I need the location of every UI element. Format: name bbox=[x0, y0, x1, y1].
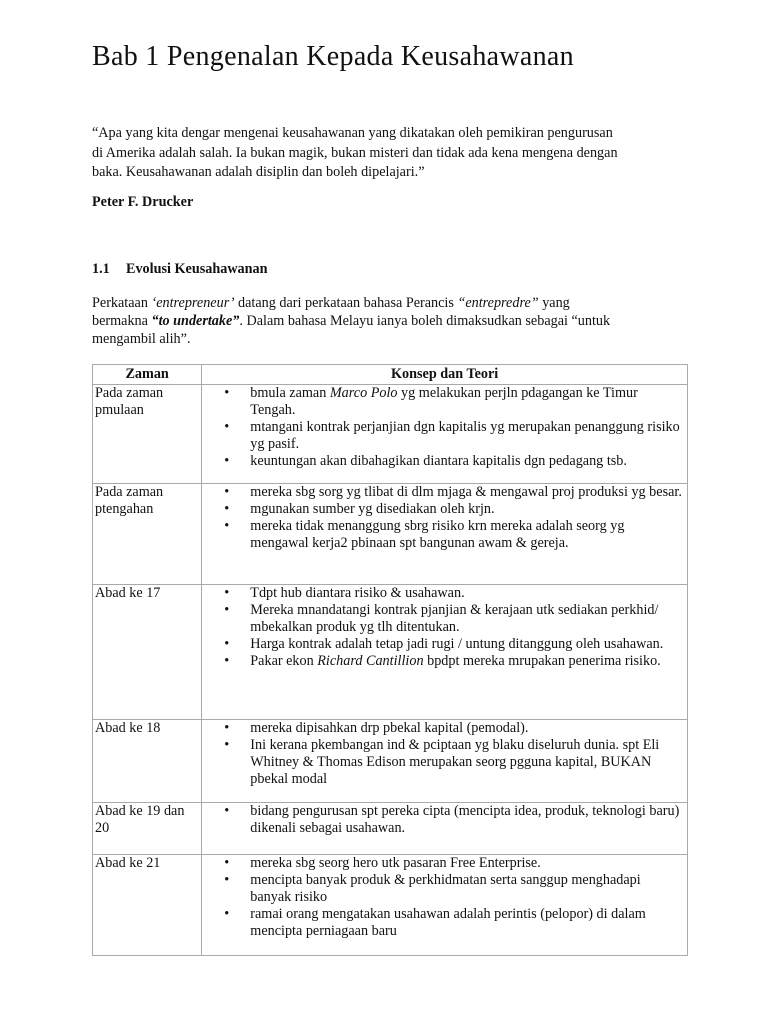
opening-quote bbox=[92, 124, 682, 183]
point-text: bmula zaman bbox=[250, 385, 330, 401]
point-text: Pakar ekon bbox=[250, 653, 318, 669]
era-cell: Abad ke 18 bbox=[93, 720, 202, 803]
list-item bbox=[204, 518, 685, 552]
point-text: mgunakan sumber yg disediakan oleh krjn. bbox=[250, 501, 495, 517]
section-number: 1.1 bbox=[92, 261, 110, 277]
concept-cell bbox=[202, 484, 688, 585]
table-row bbox=[93, 385, 688, 484]
point-text: Tdpt hub diantara risiko & usahawan. bbox=[250, 585, 465, 601]
point-text: mencipta banyak produk & perkhidmatan serta sanggup menghadapi banyak risiko bbox=[250, 872, 641, 905]
table-row bbox=[93, 803, 688, 855]
era-cell: Pada zaman pmulaan bbox=[93, 385, 202, 484]
point-text: Harga kontrak adalah tetap jadi rugi / untung ditanggung oleh usahawan. bbox=[250, 636, 664, 652]
intro-paragraph bbox=[92, 294, 688, 348]
list-item bbox=[204, 872, 685, 906]
table-header-row bbox=[93, 365, 688, 385]
quote-line: “Apa yang kita dengar mengenai keusahawanan yang dikatakan oleh pemikiran pengurusan bbox=[92, 125, 613, 141]
point-name: Richard Cantillion bbox=[317, 653, 424, 669]
concept-list bbox=[204, 484, 685, 552]
quote-line: baka. Keusahawanan adalah disiplin dan boleh dipelajari.” bbox=[92, 164, 425, 180]
concept-list bbox=[204, 720, 685, 788]
list-item bbox=[204, 855, 685, 872]
list-item bbox=[204, 453, 685, 470]
intro-text: bermakna bbox=[92, 313, 152, 329]
intro-text: Perkataan bbox=[92, 295, 152, 311]
quote-author: Peter F. Drucker bbox=[92, 194, 194, 210]
point-text: mereka tidak menanggung sbrg risiko krn mereka adalah seorg yg mengawal kerja2 pbinaan spt bangunan awam & gereja. bbox=[250, 518, 625, 551]
concept-list bbox=[204, 855, 685, 940]
column-header-concept: Konsep dan Teori bbox=[202, 365, 688, 385]
point-text: ramai orang mengatakan usahawan adalah perintis (pelopor) di dalam mencipta perniagaan baru bbox=[250, 906, 646, 939]
concept-list bbox=[204, 803, 685, 837]
list-item bbox=[204, 720, 685, 737]
era-cell: Abad ke 17 bbox=[93, 585, 202, 720]
section-title: Evolusi Keusahawanan bbox=[126, 261, 268, 277]
page-title: Bab 1 Pengenalan Kepada Keusahawanan bbox=[92, 41, 574, 72]
concept-cell bbox=[202, 585, 688, 720]
point-text: mtangani kontrak perjanjian dgn kapitalis yg merupakan penanggung risiko yg pasif. bbox=[250, 419, 680, 452]
list-item bbox=[204, 501, 685, 518]
era-cell: Abad ke 21 bbox=[93, 855, 202, 956]
intro-text: mengambil alih”. bbox=[92, 331, 191, 347]
era-cell: Abad ke 19 dan 20 bbox=[93, 803, 202, 855]
list-item bbox=[204, 484, 685, 501]
table-row bbox=[93, 484, 688, 585]
list-item bbox=[204, 602, 685, 636]
point-text: mereka sbg seorg hero utk pasaran Free Enterprise. bbox=[250, 855, 541, 871]
quote-line: di Amerika adalah salah. Ia bukan magik, bukan misteri dan tidak ada kena mengena dengan bbox=[92, 144, 618, 161]
point-text: yg melakukan perjln pdagangan ke Timur Tengah. bbox=[250, 385, 638, 418]
table-row bbox=[93, 585, 688, 720]
list-item bbox=[204, 585, 685, 602]
concept-cell bbox=[202, 385, 688, 484]
point-text: mereka sbg sorg yg tlibat di dlm mjaga & mengawal proj produksi yg besar. bbox=[250, 484, 682, 500]
point-text: keuntungan akan dibahagikan diantara kapitalis dgn pedagang tsb. bbox=[250, 453, 627, 469]
concept-list bbox=[204, 385, 685, 470]
list-item bbox=[204, 906, 685, 940]
section-heading bbox=[92, 261, 268, 278]
concept-list bbox=[204, 585, 685, 670]
list-item bbox=[204, 419, 685, 453]
list-item bbox=[204, 636, 685, 653]
era-cell: Pada zaman ptengahan bbox=[93, 484, 202, 585]
concept-cell bbox=[202, 855, 688, 956]
concept-cell bbox=[202, 720, 688, 803]
point-name: Marco Polo bbox=[329, 385, 398, 401]
intro-line bbox=[92, 330, 688, 348]
point-text: mereka dipisahkan drp pbekal kapital (pemodal). bbox=[250, 720, 529, 736]
intro-text: . Dalam bahasa Melayu ianya boleh dimaksudkan sebagai “untuk bbox=[239, 313, 611, 329]
list-item bbox=[204, 385, 685, 419]
list-item bbox=[204, 803, 685, 837]
intro-term-entrepredre: “entrepredre” bbox=[457, 295, 539, 311]
point-text: Mereka mnandatangi kontrak pjanjian & kerajaan utk sediakan perkhid/ mbekalkan produk yg tlh ditentukan. bbox=[250, 602, 659, 635]
table-body bbox=[93, 385, 688, 956]
list-item bbox=[204, 653, 685, 670]
concept-cell bbox=[202, 803, 688, 855]
evolution-table bbox=[92, 364, 688, 956]
table-row bbox=[93, 720, 688, 803]
intro-text: datang dari perkataan bahasa Perancis bbox=[234, 295, 458, 311]
intro-line bbox=[92, 312, 688, 330]
point-text: bpdpt mereka mrupakan penerima risiko. bbox=[423, 653, 661, 669]
column-header-era: Zaman bbox=[93, 365, 202, 385]
intro-term-meaning: “to undertake” bbox=[151, 313, 240, 329]
table-row bbox=[93, 855, 688, 956]
intro-line bbox=[92, 294, 688, 312]
intro-text: yang bbox=[538, 295, 570, 311]
point-text: bidang pengurusan spt pereka cipta (mencipta idea, produk, teknologi baru) dikenali sebagai usahawan. bbox=[250, 803, 680, 836]
list-item bbox=[204, 737, 685, 788]
intro-term-entrepreneur: ‘entrepreneur’ bbox=[151, 295, 235, 311]
point-text: Ini kerana pkembangan ind & pciptaan yg blaku diseluruh dunia. spt Eli Whitney & Thomas Edison merupakan seorg pgguna kapital, BUKAN pbekal modal bbox=[250, 737, 660, 787]
